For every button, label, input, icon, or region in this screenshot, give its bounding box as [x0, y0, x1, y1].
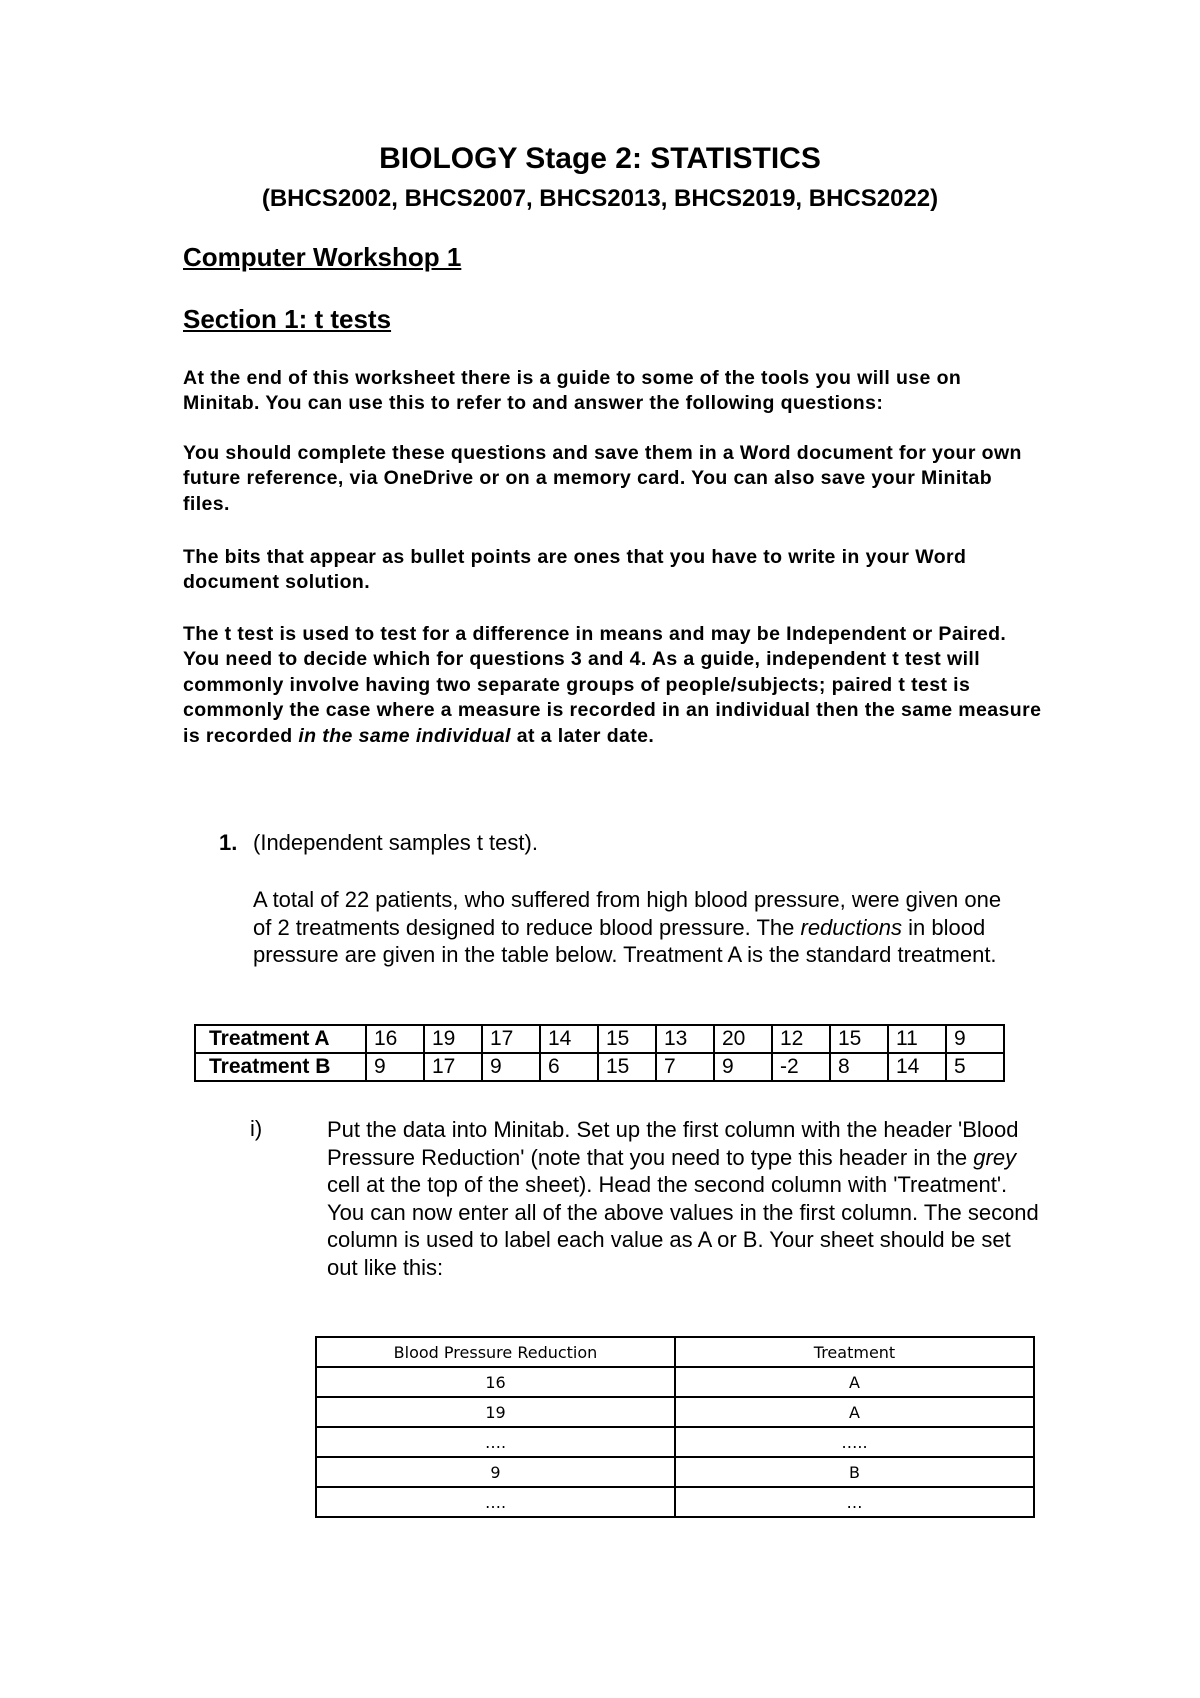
table-cell: 12	[772, 1025, 830, 1053]
question-number: 1.	[219, 830, 238, 855]
table-cell: 16	[366, 1025, 424, 1053]
row-label: Treatment A	[195, 1025, 366, 1053]
step-text-emphasis: grey	[973, 1144, 1017, 1170]
workshop-heading: Computer Workshop 1	[183, 242, 462, 272]
table-cell: 9	[316, 1457, 675, 1487]
ttest-text-start: The t test is used to test for a difference in means and may be Independent or Paired. You need to decide which for questions 3 and 4. As a guide, independent t test will commonly involve having two separate groups of people/subjects; paired t test is commonly the case where a measure is recorded in an individual then the same measure is recorded	[183, 623, 1042, 747]
treatment-data-table	[194, 1024, 1005, 1082]
table-row	[316, 1457, 1034, 1487]
table-cell: 11	[888, 1025, 946, 1053]
question-label: (Independent samples t test).	[253, 830, 538, 855]
table-row	[316, 1367, 1034, 1397]
column-header: Blood Pressure Reduction	[316, 1337, 675, 1367]
description-start: A total of 22 patients, who suffered from high blood pressure, were given one of 2 treatments designed to reduce blood pressure. The	[253, 887, 1002, 940]
row-label: Treatment B	[195, 1053, 366, 1081]
table-row	[195, 1025, 1004, 1053]
ttest-text-end: at a later date.	[510, 724, 655, 747]
step-text-end: cell at the top of the sheet). Head the second column with 'Treatment'. You can now enter all of the above values in the first column. The second column is used to label each value as A or B. Your sheet should be set out like this:	[327, 1172, 1039, 1280]
table-cell: 7	[656, 1053, 714, 1081]
table-row	[316, 1487, 1034, 1517]
table-cell: 17	[482, 1025, 540, 1053]
table-header-row	[316, 1337, 1034, 1367]
table-cell: 19	[316, 1397, 675, 1427]
table-row	[316, 1397, 1034, 1427]
step-number: i)	[250, 1116, 263, 1141]
table-cell: A	[675, 1397, 1034, 1427]
table-cell: 9	[946, 1025, 1004, 1053]
table-cell: 9	[482, 1053, 540, 1081]
minitab-sheet-example	[315, 1336, 1035, 1518]
table-cell: 15	[598, 1025, 656, 1053]
table-cell: 13	[656, 1025, 714, 1053]
description-emphasis: reductions	[800, 914, 903, 940]
table-cell: 15	[830, 1025, 888, 1053]
table-cell: 17	[424, 1053, 482, 1081]
section-heading: Section 1: t tests	[183, 304, 392, 334]
table-cell: A	[675, 1367, 1034, 1397]
table-cell: 6	[540, 1053, 598, 1081]
table-cell: 20	[714, 1025, 772, 1053]
table-row	[195, 1053, 1004, 1081]
question-1-description	[253, 886, 1023, 969]
table-cell: 8	[830, 1053, 888, 1081]
table-cell: ….	[316, 1427, 675, 1457]
table-cell: …..	[675, 1427, 1034, 1457]
intro-paragraph-bullets: The bits that appear as bullet points are ones that you have to write in your Word document solution.	[183, 546, 967, 594]
table-cell: …	[675, 1487, 1034, 1517]
intro-paragraph-save: You should complete these questions and save them in a Word document for your own future reference, via OneDrive or on a memory card. You can also save your Minitab files.	[183, 442, 1022, 515]
table-cell: ….	[316, 1487, 675, 1517]
table-cell: 9	[366, 1053, 424, 1081]
ttest-text-emphasis: in the same individual	[298, 724, 511, 747]
column-header: Treatment	[675, 1337, 1034, 1367]
module-codes: (BHCS2002, BHCS2007, BHCS2013, BHCS2019, BHCS2022)	[261, 185, 939, 212]
step-text-start: Put the data into Minitab. Set up the first column with the header 'Blood Pressure Reduction' (note that you need to type this header in the	[327, 1117, 1019, 1170]
table-cell: 14	[540, 1025, 598, 1053]
table-cell: -2	[772, 1053, 830, 1081]
description-end: in blood pressure are given in the table below. Treatment A is the standard treatment.	[253, 914, 997, 967]
table-cell: 19	[424, 1025, 482, 1053]
intro-paragraph-ttest	[183, 622, 1043, 749]
document-title: BIOLOGY Stage 2: STATISTICS	[379, 142, 821, 175]
intro-paragraph-guide: At the end of this worksheet there is a guide to some of the tools you will use on Minitab. You can use this to refer to and answer the following questions:	[183, 367, 962, 415]
table-cell: 5	[946, 1053, 1004, 1081]
table-cell: 14	[888, 1053, 946, 1081]
table-row	[316, 1427, 1034, 1457]
table-cell: 9	[714, 1053, 772, 1081]
table-cell: 15	[598, 1053, 656, 1081]
table-cell: B	[675, 1457, 1034, 1487]
step-i-instructions	[327, 1116, 1047, 1282]
table-cell: 16	[316, 1367, 675, 1397]
